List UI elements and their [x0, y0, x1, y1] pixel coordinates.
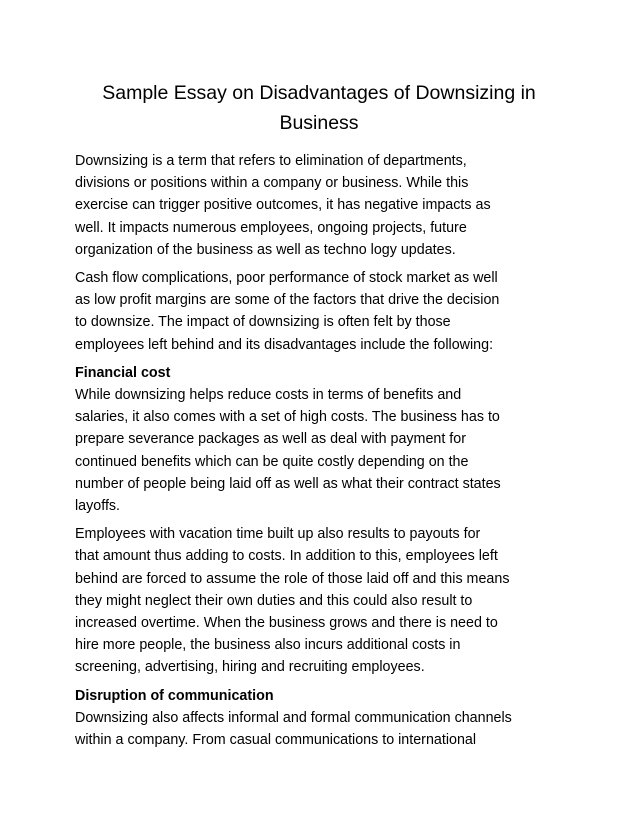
paragraph-intro: Downsizing is a term that refers to elimination of departments, divisions or positions within a company or business. While this exercise can trigger positive outcomes, it has negative impacts as well. It impacts numerous employees, ongoing projects, future organization of the business as well as techno logy updates.: [75, 153, 491, 258]
heading-financial-cost: Financial cost: [75, 364, 171, 381]
paragraph-causes: Cash flow complications, poor performance of stock market as well as low profit margins are some of the factors that drive the decision to downsize. The impact of downsizing is often felt by those employees left behind and its disadvantages include the following:: [75, 270, 500, 353]
essay-body: [75, 150, 575, 757]
paragraph-vacation-payouts: Employees with vacation time built up also results to payouts for that amount thus adding to costs. In addition to this, employees left behind are forced to assume the role of those laid off and this means they might neglect their own duties and this could also result to increased overtime. When the business grows and there is need to hire more people, the business also incurs additional costs in screening, advertising, hiring and recruiting employees.: [75, 526, 510, 676]
paragraph-financial-cost: While downsizing helps reduce costs in terms of benefits and salaries, it also comes with a set of high costs. The business has to prepare severance packages as well as deal with payment for continued benefits which can be quite costly depending on the number of people being laid off as well as what their contract states layoffs.: [75, 387, 501, 515]
heading-disruption-communication: Disruption of communication: [75, 687, 274, 704]
paragraph-communication: Downsizing also affects informal and formal communication channels within a company. From casual communications to international: [75, 709, 512, 749]
essay-title: Sample Essay on Disadvantages of Downsizing in Business: [102, 82, 536, 134]
